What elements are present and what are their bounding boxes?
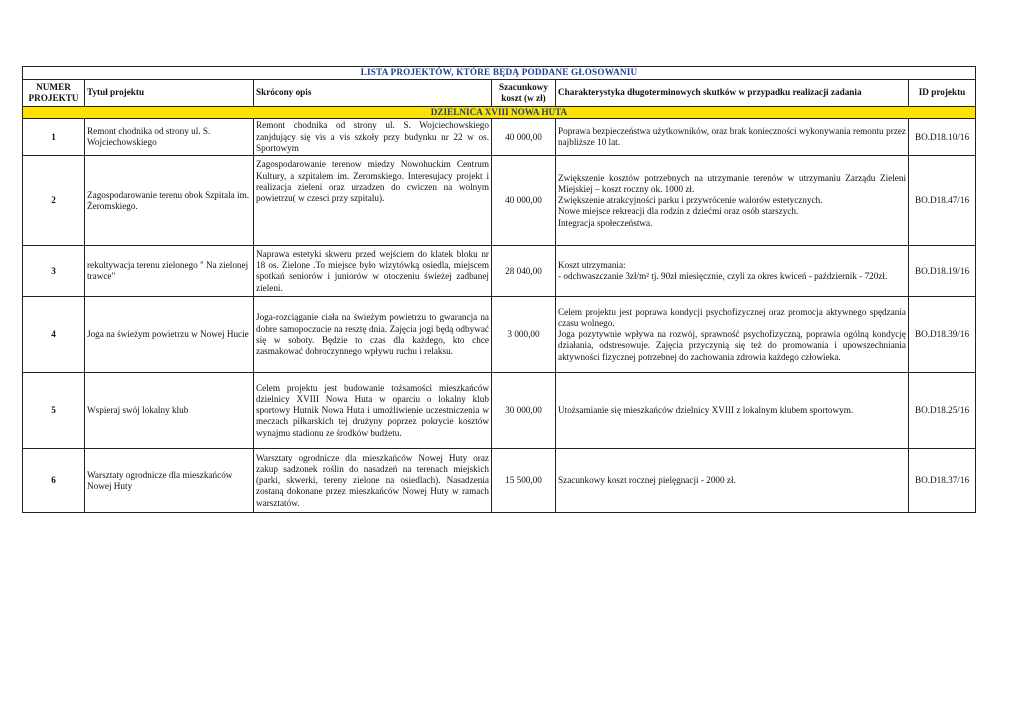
characteristics-line: Poprawa bezpieczeństwa użytkowników, oraz brak konieczności wykonywania remontu przez najbliższe 10 lat.: [558, 126, 906, 148]
project-number: 1: [23, 119, 85, 156]
project-description: Naprawa estetyki skweru przed wejściem do klatek bloku nr 18 os. Zielone .To miejsce było wizytówką osiedla, miejscem spotkań seniorów i juniorów w otoczeniu świeżej zadbanej zieleni.: [254, 246, 492, 297]
project-description: Warsztaty ogrodnicze dla mieszkańców Nowej Huty oraz zakup sadzonek roślin do nasadzeń na terenach miejskich (parki, skwerki, tereny zielone na osiedlach). Nasadzenia zostaną dokonane przez mieszkańców Nowej Huty w ramach warsztatów.: [254, 449, 492, 513]
project-cost: 30 000,00: [492, 373, 556, 449]
project-characteristics: [556, 246, 909, 297]
project-id: BO.D18.37/16: [909, 449, 976, 513]
table-row: [23, 246, 976, 297]
header-characteristics: Charakterystyka długoterminowych skutków w przypadku realizacji zadania: [556, 80, 909, 107]
project-number: 6: [23, 449, 85, 513]
header-number: NUMER PROJEKTU: [23, 80, 85, 107]
characteristics-line: Joga pozytywnie wpływa na rozwój, sprawność psychofizyczną, poprawia ogólną kondycję działania, odstresowuje. Zajęcia przyczynią się też do promowania i upowszechniania aktywności fizycznej potrzebnej do zachowania zdrowia każdego człowieka.: [558, 329, 906, 362]
header-id: ID projektu: [909, 80, 976, 107]
characteristics-line: Zwiększenie kosztów potrzebnych na utrzymanie terenów w utrzymaniu Zarządu Zieleni Miejskiej – koszt roczny ok. 1000 zł.: [558, 172, 906, 194]
project-characteristics: [556, 297, 909, 373]
table-row: [23, 449, 976, 513]
characteristics-line: Koszt utrzymania:: [558, 260, 626, 270]
projects-table: [22, 66, 976, 513]
project-id: BO.D18.19/16: [909, 246, 976, 297]
project-number: 2: [23, 156, 85, 246]
table-row: [23, 373, 976, 449]
characteristics-line: - odchwaszczanie 3zł/m² tj. 90zł miesięcznie, czyli za okres kwiceń - październik - 720zł.: [558, 271, 888, 282]
project-title: Warsztaty ogrodnicze dla mieszkańców Nowej Huty: [85, 449, 254, 513]
project-title: Zagospodarowanie terenu obok Szpitala im. Żeromskiego.: [85, 156, 254, 246]
project-id: BO.D18.25/16: [909, 373, 976, 449]
project-cost: 15 500,00: [492, 449, 556, 513]
project-number: 5: [23, 373, 85, 449]
project-characteristics: [556, 119, 909, 156]
district-banner: DZIELNICA XVIII NOWA HUTA: [23, 107, 976, 119]
project-characteristics: [556, 373, 909, 449]
characteristics-line: Celem projektu jest poprawa kondycji psychofizycznej oraz promocja aktywnego spędzania czasu wolnego.: [558, 306, 906, 328]
table-row: [23, 119, 976, 156]
project-number: 4: [23, 297, 85, 373]
characteristics-line: Nowe miejsce rekreacji dla rodzin z dziećmi oraz osób starszych.: [558, 206, 799, 217]
characteristics-line: Zwiększenie atrakcyjności parku i przywrócenie walorów estetycznych.: [558, 195, 823, 206]
project-number: 3: [23, 246, 85, 297]
characteristics-line: Szacunkowy koszt rocznej pielęgnacji - 2000 zł.: [558, 475, 736, 486]
project-title: Joga na świeżym powietrzu w Nowej Hucie: [85, 297, 254, 373]
project-cost: 3 000,00: [492, 297, 556, 373]
project-description: Celem projektu jest budowanie tożsamości mieszkańców dzielnicy XVIII Nowa Huta w oparciu o lokalny klub sportowy Hutnik Nowa Huta i umożliwienie uczestniczenia w meczach piłkarskich tej drużyny poprzez pokrycie kosztów wynajmu stadionu ze środków budżetu.: [254, 373, 492, 449]
header-cost: Szacunkowy koszt (w zł): [492, 80, 556, 107]
header-description: Skrócony opis: [254, 80, 492, 107]
characteristics-line: Integracja społeczeństwa.: [558, 217, 653, 228]
table-row: [23, 297, 976, 373]
table-row: [23, 156, 976, 246]
project-title: rekultywacja terenu zielonego " Na zielonej trawce": [85, 246, 254, 297]
project-characteristics: [556, 449, 909, 513]
project-description: Zagospodarowanie terenow miedzy Nowohuckim Centrum Kultury, a szpitalem im. Zeromskiego. Interesujacy projekt i realizacja zieleni oraz urzadzen do cwiczen na wolnym powietrzu( w czesci przy szpitalu).: [254, 156, 492, 246]
project-cost: 40 000,00: [492, 119, 556, 156]
project-characteristics: [556, 156, 909, 246]
project-id: BO.D18.10/16: [909, 119, 976, 156]
project-id: BO.D18.47/16: [909, 156, 976, 246]
project-cost: 28 040,00: [492, 246, 556, 297]
project-id: BO.D18.39/16: [909, 297, 976, 373]
sheet-title: LISTA PROJEKTÓW, KTÓRE BĘDĄ PODDANE GŁOSOWANIU: [23, 67, 976, 80]
project-title: Remont chodnika od strony ul. S. Wojciechowskiego: [85, 119, 254, 156]
header-title: Tytuł projektu: [85, 80, 254, 107]
project-description: Remont chodnika od strony ul. S. Wojciechowskiego zanjdujący się vis a vis szkoły przy budynku nr 22 w os. Sportowym: [254, 119, 492, 156]
project-cost: 40 000,00: [492, 156, 556, 246]
characteristics-line: Utożsamianie się mieszkańców dzielnicy XVIII z lokalnym klubem sportowym.: [558, 405, 854, 416]
project-description: Joga-rozciąganie ciała na świeżym powietrzu to gwarancja na dobre samopoczucie na resztę dnia. Zajęcia jogi będą odbywać się w soboty. Będzie to czas dla każdego, kto chce zasmakować dobroczynnego wpływu ruchu i relaksu.: [254, 297, 492, 373]
project-title: Wspieraj swój lokalny klub: [85, 373, 254, 449]
